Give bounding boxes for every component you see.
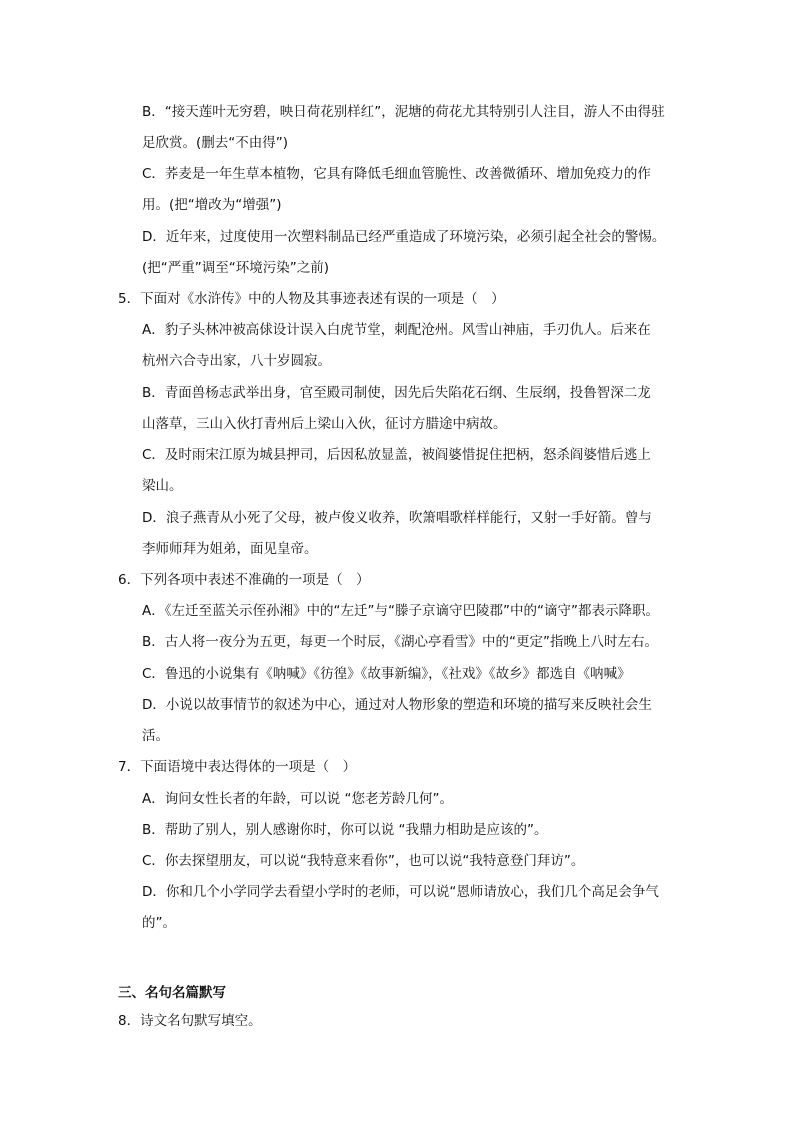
q4-option-d-line2: (把“严重”调至“环境污染”之前) — [142, 260, 330, 276]
q5-option-d-line1: D．浪子燕青从小死了父母，被卢俊义收养，吹箫唱歌样样能行，又射一手好箭。曾与 — [142, 510, 652, 526]
q6-option-d-line1: D．小说以故事情节的叙述为中心，通过对人物形象的塑造和环境的描写来反映社会生 — [142, 697, 652, 713]
q6-stem: 6．下列各项中表述不准确的一项是（ ） — [118, 572, 370, 588]
q4-option-d-line1: D．近年来，过度使用一次塑料制品已经严重造成了环境污染，必须引起全社会的警惕。 — [142, 229, 666, 245]
q6-option-b: B．古人将一夜分为五更，每更一个时辰，《湖心亭看雪》中的“更定”指晚上八时左右。 — [142, 634, 658, 650]
section-3-heading: 三、名句名篇默写 — [118, 985, 226, 1001]
q7-option-d-line2: 的”。 — [142, 915, 176, 931]
q4-option-b-line1: B．“接天莲叶无穷碧，映日荷花别样红”，泥塘的荷花尤其特别引人注目，游人不由得驻 — [142, 104, 665, 120]
q4-option-c-line1: C．荞麦是一年生草本植物，它具有降低毛细血管脆性、改善微循环、增加免疫力的作 — [142, 166, 651, 182]
q5-stem: 5．下面对《水浒传》中的人物及其事迹表述有误的一项是（ ） — [118, 291, 505, 307]
q4-option-b-line2: 足欣赏。(删去“不由得”) — [142, 135, 289, 151]
q7-option-b: B．帮助了别人，别人感谢你时，你可以说 “我鼎力相助是应该的”。 — [142, 822, 548, 838]
q6-option-a: A．《左迁至蓝关示侄孙湘》中的“左迁”与“滕子京谪守巴陵郡”中的“谪守”都表示降职。 — [142, 603, 659, 619]
q6-option-d-line2: 活。 — [142, 728, 169, 744]
q5-option-a-line2: 杭州六合寺出家，八十岁圆寂。 — [142, 353, 331, 369]
q6-option-c: C．鲁迅的小说集有《呐喊》《彷徨》《故事新编》，《社戏》《故乡》都选自《呐喊》 — [142, 666, 631, 682]
q5-option-c-line1: C．及时雨宋江原为城县押司，后因私放显盖，被阎婆惜捉住把柄，怒杀阎婆惜后逃上 — [142, 447, 651, 463]
q5-option-b-line1: B．青面兽杨志武举出身，官至殿司制使，因先后失陷花石纲、生辰纲，投鲁智深二龙 — [142, 385, 651, 401]
q5-option-b-line2: 山落草，三山入伙打青州后上梁山入伙，征讨方腊途中病故。 — [142, 416, 507, 432]
q7-stem: 7．下面语境中表达得体的一项是（ ） — [118, 759, 357, 775]
q4-option-c-line2: 用。(把“增改为“增强”) — [142, 197, 282, 213]
q5-option-c-line2: 梁山。 — [142, 478, 183, 494]
q5-option-a-line1: A．豹子头林冲被高俅设计误入白虎节堂，刺配沧州。风雪山神庙，手刃仇人。后来在 — [142, 322, 651, 338]
q7-option-c: C．你去探望朋友，可以说“我特意来看你”，也可以说“我特意登门拜访”。 — [142, 853, 585, 869]
q7-option-d-line1: D．你和几个小学同学去看望小学时的老师，可以说“恩师请放心，我们几个高足会争气 — [142, 884, 659, 900]
q8-stem: 8．诗文名句默写填空。 — [118, 1013, 262, 1029]
q5-option-d-line2: 李师师拜为姐弟，面见皇帝。 — [142, 541, 318, 557]
q7-option-a: A．询问女性长者的年龄，可以说 “您老芳龄几何”。 — [142, 791, 454, 807]
